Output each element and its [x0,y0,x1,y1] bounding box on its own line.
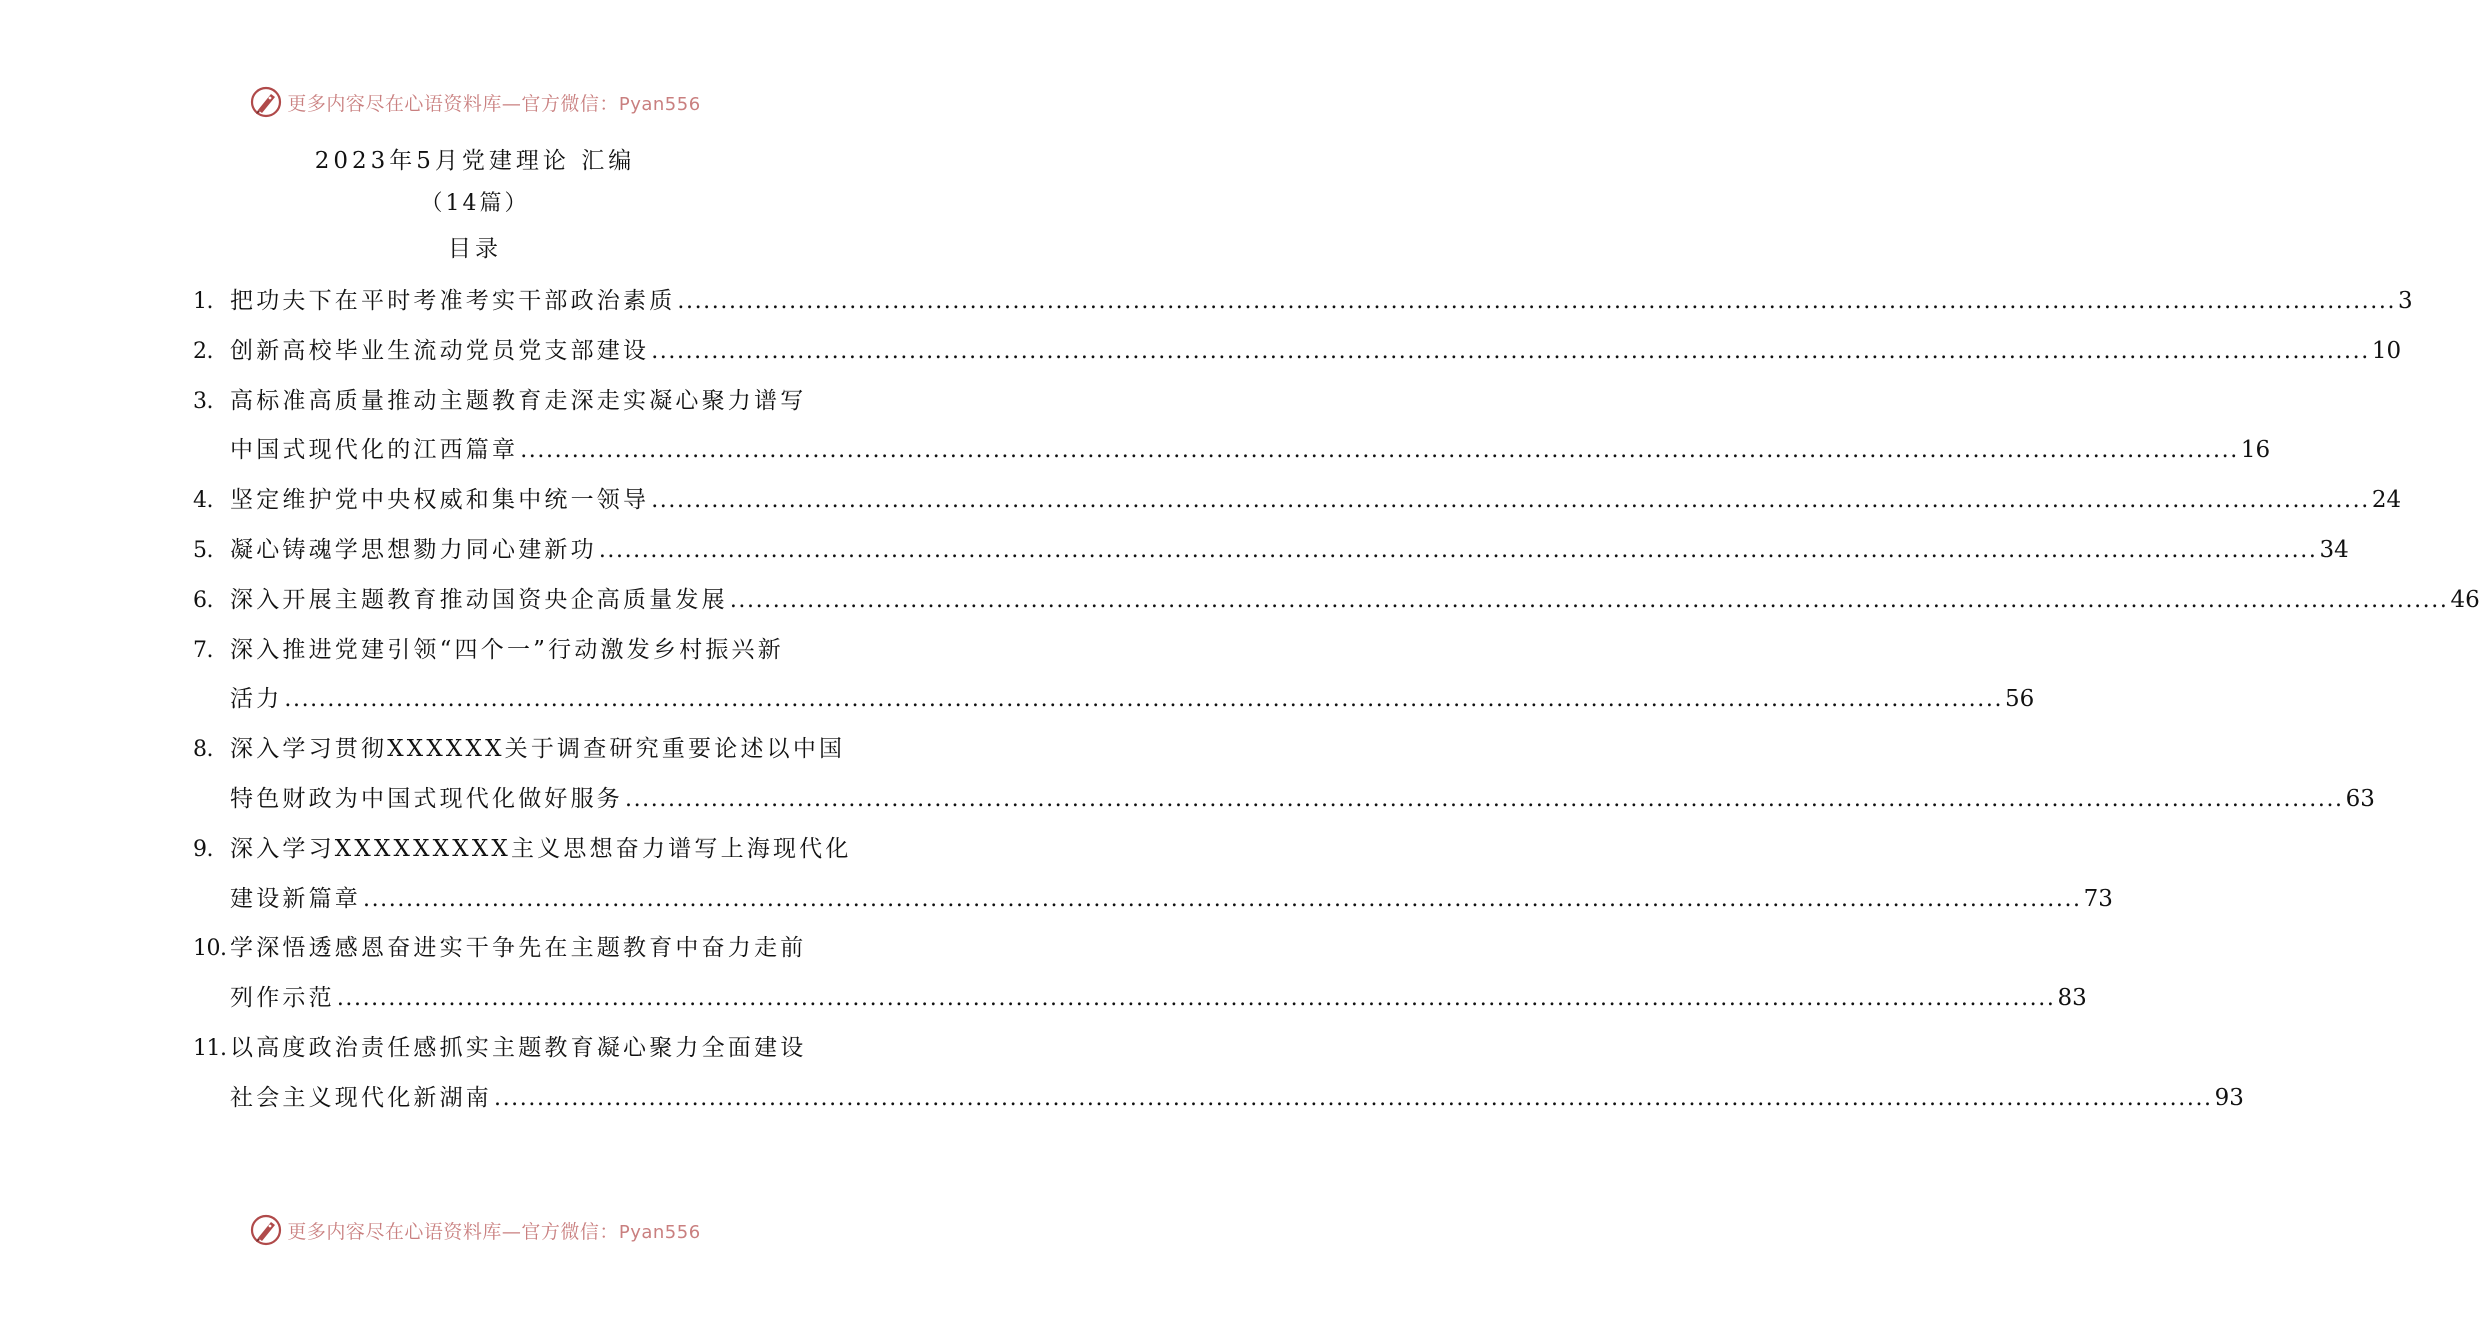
toc-entry[interactable] [193,377,2271,477]
dot-leader: ........................................................................................................................................................................................................ [336,986,2056,1012]
toc-entry[interactable] [193,576,2480,626]
toc-entry-title: 中国式现代化的江西篇章 [230,437,519,464]
dot-leader: ........................................................................................................................................................................................................ [494,1085,2213,1111]
dot-leader: ........................................................................................................................................................................................................ [598,537,2318,563]
toc-entry-number: 1. [193,289,213,314]
toc-entry-number: 6. [193,587,213,613]
toc-entry-number: 3. [193,388,213,414]
toc-entry-title: 列作示范 [230,985,335,1012]
watermark-text: 更多内容尽在心语资料库—官方微信：Pyan556 [287,92,701,115]
toc-entry-page: 73 [2083,885,2113,912]
toc-entry-page: 63 [2345,785,2375,812]
dot-leader: ........................................................................................................................................................................................................ [625,786,2344,812]
dot-leader: ........................................................................................................................................................................................................ [284,687,2004,713]
toc-entry-number: 8. [193,737,213,763]
watermark-banner-top [0,84,950,120]
toc-entry-number: 10. [193,936,227,962]
article-count: （14篇） [420,191,530,216]
toc-entry-page: 83 [2057,985,2087,1012]
toc-entry-page: 3 [2398,288,2413,314]
toc-entry-title: 创新高校毕业生流动党员党支部建设 [230,337,650,364]
toc-entry-page: 46 [2450,586,2480,613]
toc-entry-title: 深入学习XXXXXXXXX主义思想奋力谱写上海现代化 [230,835,852,862]
toc-entry[interactable] [193,1024,2244,1124]
dot-leader: ........................................................................................................................................................................................................ [520,438,2239,464]
toc-entry-title: 坚定维护党中央权威和集中统一领导 [230,487,650,514]
toc-entry-title: 社会主义现代化新湖南 [230,1084,492,1111]
toc-entry[interactable] [193,626,2035,726]
toc-entry-page: 93 [2214,1084,2244,1111]
toc-entry[interactable] [193,725,2375,825]
toc-entry[interactable] [193,526,2349,576]
document-title: 2023年5月党建理论 汇编 [314,148,636,174]
watermark-banner-bottom [0,1212,950,1248]
toc-entry[interactable] [193,476,2402,526]
toc-entry-title: 把功夫下在平时考准考实干部政治素质 [230,288,676,314]
toc-entry-page: 16 [2240,437,2271,464]
watermark-text: 更多内容尽在心语资料库—官方微信：Pyan556 [287,1220,701,1243]
pen-nib-icon [249,1213,283,1247]
toc-entry-title: 特色财政为中国式现代化做好服务 [230,785,623,812]
toc-entry-number: 7. [193,637,213,663]
toc-entry-title: 深入推进党建引领“四个一”行动激发乡村振兴新 [230,636,784,663]
toc-entry-number: 11. [193,1035,227,1061]
toc-entry-title: 深入开展主题教育推动国资央企高质量发展 [230,586,728,613]
toc-entry[interactable] [193,327,2402,377]
toc-entry[interactable] [193,277,2413,327]
toc-entry-title: 活力 [230,686,283,713]
dot-leader: ........................................................................................................................................................................................................ [363,886,2082,912]
toc-entry-number: 2. [193,338,213,364]
toc-entry-page: 34 [2319,536,2349,563]
toc-entry-title: 学深悟透感恩奋进实干争先在主题教育中奋力走前 [230,935,807,962]
dot-leader: ........................................................................................................................................................................................................ [651,488,2370,514]
toc-entry-title: 深入学习贯彻XXXXXX关于调查研究重要论述以中国 [230,736,846,763]
toc-entry-page: 24 [2371,487,2402,514]
toc-entry-number: 4. [193,488,213,514]
toc-entry-title: 高标准高质量推动主题教育走深走实凝心聚力谱写 [230,387,807,414]
toc-entry-page: 10 [2371,337,2402,364]
pen-nib-icon [249,85,283,119]
toc-heading: 目录 [448,236,502,262]
toc-entry-number: 5. [193,537,213,563]
toc-entry-title: 凝心铸魂学思想勠力同心建新功 [230,536,597,563]
table-of-contents [193,277,2480,1124]
toc-entry-page: 56 [2005,686,2035,713]
toc-entry[interactable] [193,924,2087,1024]
toc-entry-title: 建设新篇章 [230,885,361,912]
dot-leader: ........................................................................................................................................................................................................ [651,338,2370,364]
dot-leader: ........................................................................................................................................................................................................ [677,289,2397,314]
dot-leader: ........................................................................................................................................................................................................ [729,587,2449,613]
toc-entry-title: 以高度政治责任感抓实主题教育凝心聚力全面建设 [230,1034,807,1061]
toc-entry-number: 9. [193,836,213,862]
toc-entry[interactable] [193,825,2113,925]
